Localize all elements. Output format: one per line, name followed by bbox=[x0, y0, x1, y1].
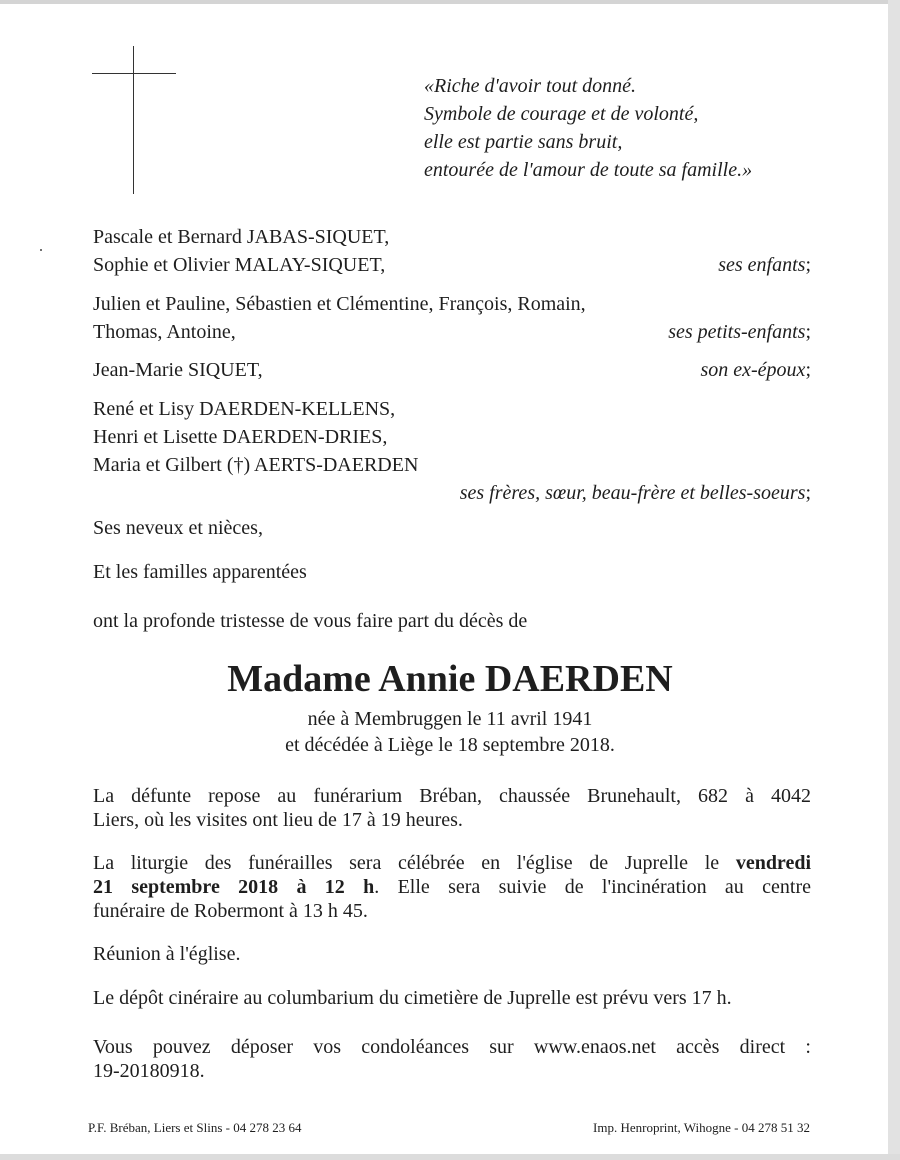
family-siblings bbox=[93, 395, 811, 507]
nephews-line: Ses neveux et nièces, bbox=[93, 517, 263, 539]
footer-funeral-home: P.F. Bréban, Liers et Slins - 04 278 23 64 bbox=[88, 1120, 302, 1135]
epitaph-quote bbox=[424, 72, 752, 184]
repose-paragraph bbox=[93, 784, 811, 832]
quote-line: entourée de l'amour de toute sa famille.» bbox=[424, 159, 753, 181]
family-line: Julien et Pauline, Sébastien et Clémentine, François, Romain, bbox=[93, 293, 586, 315]
family-line: Jean-Marie SIQUET, bbox=[93, 359, 263, 381]
reunion-line: Réunion à l'église. bbox=[93, 943, 241, 965]
family-children bbox=[93, 223, 811, 279]
family-line: Sophie et Olivier MALAY-SIQUET, bbox=[93, 254, 386, 276]
liturgy-line: funéraire de Robermont à 13 h 45. bbox=[93, 900, 368, 922]
quote-line: Symbole de courage et de volonté, bbox=[424, 103, 699, 125]
families-line: Et les familles apparentées bbox=[93, 561, 307, 583]
condolences-paragraph bbox=[93, 1035, 811, 1083]
family-ex-spouse bbox=[93, 356, 811, 384]
birth-line: née à Membruggen le 11 avril 1941 bbox=[307, 708, 593, 730]
condolences-line: 19-20180918. bbox=[93, 1060, 205, 1082]
columbarium-line: Le dépôt cinéraire au columbarium du cimetière de Juprelle est prévu vers 17 h. bbox=[93, 987, 732, 1009]
family-grandchildren bbox=[93, 290, 811, 346]
quote-line: «Riche d'avoir tout donné. bbox=[424, 75, 637, 97]
relation-label: ses frères, sœur, beau-frère et belles-soeurs; bbox=[459, 482, 811, 504]
condolences-line: Vous pouvez déposer vos condoléances sur www.enaos.net accès direct : bbox=[93, 1036, 811, 1058]
announcement-line: ont la profonde tristesse de vous faire part du décès de bbox=[93, 610, 528, 632]
quote-line: elle est partie sans bruit, bbox=[424, 131, 623, 153]
print-speck bbox=[40, 249, 42, 251]
relation-label: ses petits-enfants; bbox=[668, 321, 811, 343]
family-line: Pascale et Bernard JABAS-SIQUET, bbox=[93, 226, 390, 248]
liturgy-paragraph bbox=[93, 851, 811, 923]
deceased-name: Madame Annie DAERDEN bbox=[227, 658, 673, 700]
bottom-border bbox=[0, 1154, 900, 1160]
liturgy-line: 21 septembre 2018 à 12 h. Elle sera suivie de l'incinération au centre bbox=[93, 876, 811, 898]
right-border bbox=[888, 0, 900, 1160]
repose-line: La défunte repose au funérarium Bréban, chaussée Brunehault, 682 à 4042 bbox=[93, 785, 811, 807]
relation-label: ses enfants; bbox=[718, 254, 811, 276]
family-line: René et Lisy DAERDEN-KELLENS, bbox=[93, 398, 396, 420]
family-line: Thomas, Antoine, bbox=[93, 321, 236, 343]
top-border bbox=[0, 0, 900, 4]
liturgy-line: La liturgie des funérailles sera célébrée en l'église de Juprelle le vendredi bbox=[93, 852, 812, 874]
death-line: et décédée à Liège le 18 septembre 2018. bbox=[285, 734, 615, 756]
footer-printer: Imp. Henroprint, Wihogne - 04 278 51 32 bbox=[593, 1120, 810, 1135]
family-line: Henri et Lisette DAERDEN-DRIES, bbox=[93, 426, 388, 448]
relation-label: son ex-époux; bbox=[700, 359, 811, 381]
family-line: Maria et Gilbert (†) AERTS-DAERDEN bbox=[93, 454, 419, 476]
repose-line: Liers, où les visites ont lieu de 17 à 19 heures. bbox=[93, 809, 463, 831]
